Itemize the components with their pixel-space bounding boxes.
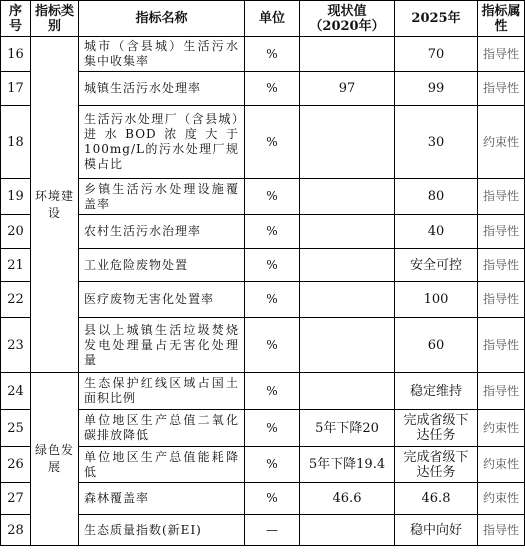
row-attr: 指导性: [478, 373, 525, 410]
row-current: [300, 215, 395, 249]
row-attr: 指导性: [478, 515, 525, 546]
row-current: [300, 249, 395, 282]
row-name: 城市（含县城）生活污水集中收集率: [79, 37, 245, 72]
row-name: 森林覆盖率: [79, 483, 245, 515]
row-attr: 指导性: [478, 318, 525, 373]
row-target: 完成省级下达任务: [395, 447, 478, 483]
row-target: 完成省级下达任务: [395, 410, 478, 447]
table-row: [1, 373, 525, 410]
row-attr: 指导性: [478, 215, 525, 249]
table-row: [1, 179, 525, 215]
row-name: 乡镇生活污水处理设施覆盖率: [79, 179, 245, 215]
row-unit: %: [245, 483, 300, 515]
table-row: [1, 483, 525, 515]
header-category: 指标类别: [31, 1, 79, 37]
row-current: 46.6: [300, 483, 395, 515]
header-no: 序号: [1, 1, 31, 37]
row-unit: %: [245, 249, 300, 282]
row-no: 22: [1, 282, 31, 318]
row-target: 稳中向好: [395, 515, 478, 546]
row-no: 18: [1, 106, 31, 179]
row-target: 30: [395, 106, 478, 179]
table-row: [1, 515, 525, 546]
table-row: [1, 249, 525, 282]
table-row: [1, 106, 525, 179]
row-no: 24: [1, 373, 31, 410]
row-name: 生态质量指数(新EI): [79, 515, 245, 546]
row-attr: 约束性: [478, 447, 525, 483]
row-target: 安全可控: [395, 249, 478, 282]
row-no: 16: [1, 37, 31, 72]
row-no: 21: [1, 249, 31, 282]
row-target: 70: [395, 37, 478, 72]
row-current: [300, 373, 395, 410]
row-unit: %: [245, 318, 300, 373]
row-current: [300, 318, 395, 373]
row-name: 农村生活污水治理率: [79, 215, 245, 249]
table-row: [1, 72, 525, 106]
row-attr: 指导性: [478, 37, 525, 72]
header-current: 现状值（2020年）: [300, 1, 395, 37]
row-target: 40: [395, 215, 478, 249]
table-row: [1, 410, 525, 447]
category-env: 环境建设: [31, 37, 79, 373]
row-target: 80: [395, 179, 478, 215]
row-attr: 指导性: [478, 282, 525, 318]
row-target: 稳定维持: [395, 373, 478, 410]
table-row: [1, 447, 525, 483]
row-unit: %: [245, 447, 300, 483]
row-target: 99: [395, 72, 478, 106]
table-row: [1, 282, 525, 318]
header-row: [1, 1, 525, 37]
table-row: [1, 37, 525, 72]
row-no: 20: [1, 215, 31, 249]
row-current: 5年下降19.4: [300, 447, 395, 483]
row-name: 县以上城镇生活垃圾焚烧发电处理量占无害化处理量: [79, 318, 245, 373]
row-no: 25: [1, 410, 31, 447]
row-name: 医疗废物无害化处置率: [79, 282, 245, 318]
row-unit: —: [245, 515, 300, 546]
category-green: 绿色发展: [31, 373, 79, 546]
row-attr: 指导性: [478, 249, 525, 282]
row-current: 97: [300, 72, 395, 106]
header-target: 2025年: [395, 1, 478, 37]
row-unit: %: [245, 373, 300, 410]
table-row: [1, 215, 525, 249]
row-target: 100: [395, 282, 478, 318]
row-no: 28: [1, 515, 31, 546]
row-no: 26: [1, 447, 31, 483]
header-attr: 指标属性: [478, 1, 525, 37]
row-no: 19: [1, 179, 31, 215]
row-name: 生态保护红线区域占国土面积比例: [79, 373, 245, 410]
row-current: [300, 515, 395, 546]
row-unit: %: [245, 282, 300, 318]
row-no: 23: [1, 318, 31, 373]
row-unit: %: [245, 410, 300, 447]
row-attr: 指导性: [478, 72, 525, 106]
row-name: 生活污水处理厂（含县城）进水BOD浓度大于100mg/L的污水处理厂规模占比: [79, 106, 245, 179]
row-unit: %: [245, 37, 300, 72]
row-no: 17: [1, 72, 31, 106]
row-unit: %: [245, 179, 300, 215]
header-name: 指标名称: [79, 1, 245, 37]
row-name: 工业危险废物处置: [79, 249, 245, 282]
row-unit: %: [245, 72, 300, 106]
row-current: [300, 282, 395, 318]
row-name: 城镇生活污水处理率: [79, 72, 245, 106]
row-attr: 约束性: [478, 106, 525, 179]
row-attr: 指导性: [478, 179, 525, 215]
row-name: 单位地区生产总值能耗降低: [79, 447, 245, 483]
row-attr: 约束性: [478, 483, 525, 515]
row-current: 5年下降20: [300, 410, 395, 447]
row-target: 46.8: [395, 483, 478, 515]
row-unit: %: [245, 106, 300, 179]
row-name: 单位地区生产总值二氧化碳排放降低: [79, 410, 245, 447]
row-unit: %: [245, 215, 300, 249]
row-no: 27: [1, 483, 31, 515]
row-current: [300, 106, 395, 179]
row-attr: 约束性: [478, 410, 525, 447]
row-current: [300, 37, 395, 72]
row-target: 60: [395, 318, 478, 373]
table-row: [1, 318, 525, 373]
row-current: [300, 179, 395, 215]
header-unit: 单位: [245, 1, 300, 37]
